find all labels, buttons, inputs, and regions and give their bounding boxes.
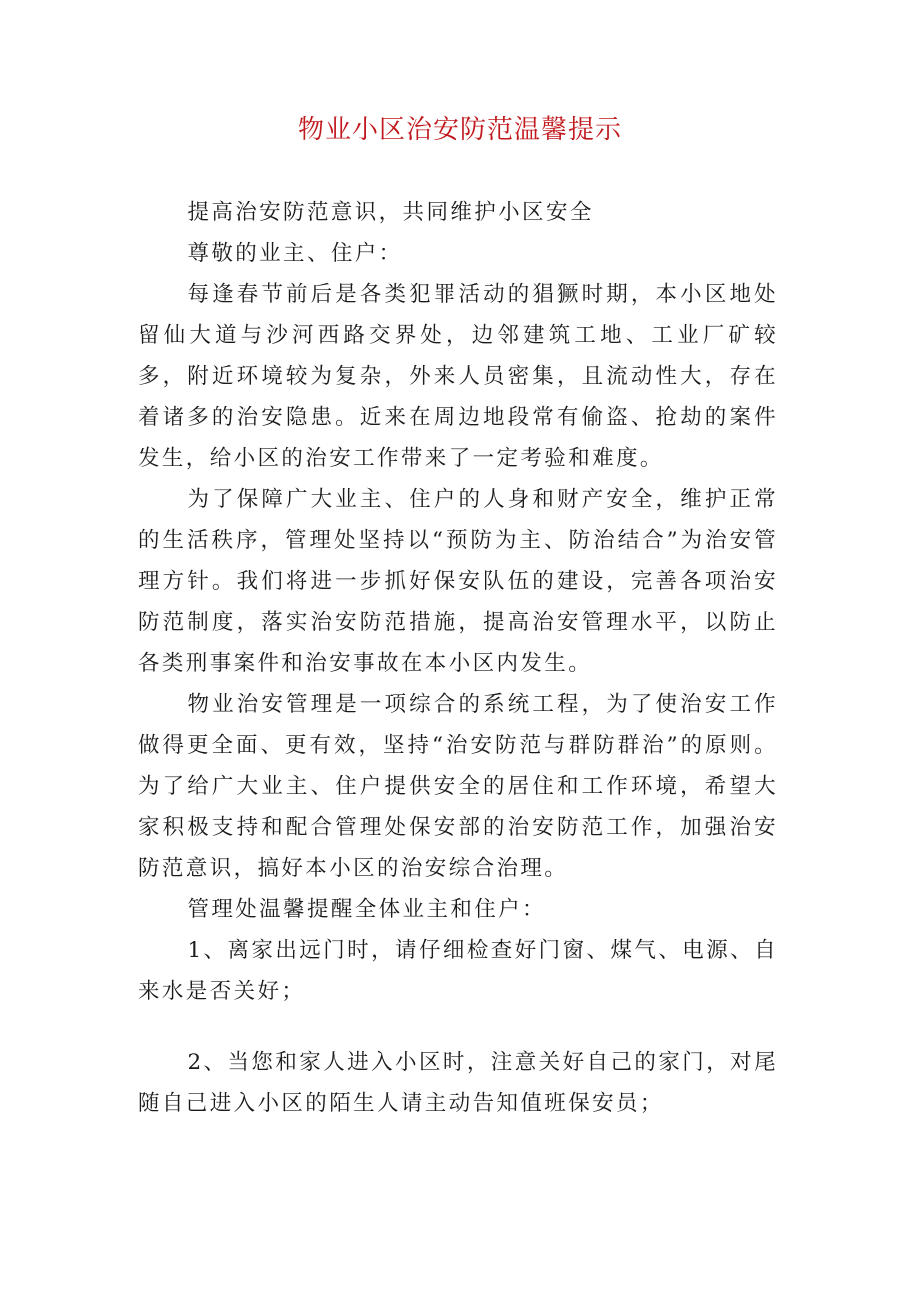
document-body: [138, 192, 778, 1124]
reminder-item: 2、当您和家人进入小区时，注意关好自己的家门，对尾随自己进入小区的陌生人请主动告知值班保安员；: [138, 1050, 778, 1116]
reminder-heading: 管理处温馨提醒全体业主和住户：: [187, 897, 546, 922]
reminder-item: 1、离家出远门时，请仔细检查好门窗、煤气、电源、自来水是否关好；: [138, 938, 778, 1004]
subtitle-paragraph: 提高治安防范意识，共同维护小区安全: [187, 200, 594, 225]
body-paragraph: 为了保障广大业主、住户的人身和财产安全，维护正常的生活秩序，管理处坚持以“预防为主、防治结合”为治安管理方针。我们将进一步抓好保安队伍的建设，完善各项治安防范制度，落实治安防范措施，提高治安管理水平，以防止各类刑事案件和治安事故在本小区内发生。: [138, 487, 778, 676]
body-paragraph: 物业治安管理是一项综合的系统工程，为了使治安工作做得更全面、更有效，坚持“治安防范与群防群治”的原则。为了给广大业主、住户提供安全的居住和工作环境，希望大家积极支持和配合管理处保安部的治安防范工作，加强治安防范意识，搞好本小区的治安综合治理。: [138, 692, 778, 881]
salutation-paragraph: 尊敬的业主、住户：: [187, 241, 403, 266]
body-paragraph: 每逢春节前后是各类犯罪活动的猖獗时期，本小区地处留仙大道与沙河西路交界处，边邻建筑工地、工业厂矿较多，附近环境较为复杂，外来人员密集，且流动性大，存在着诸多的治安隐患。近来在周边地段常有偷盗、抢劫的案件发生，给小区的治安工作带来了一定考验和难度。: [138, 282, 778, 471]
document-title: 物业小区治安防范温馨提示: [297, 115, 622, 145]
